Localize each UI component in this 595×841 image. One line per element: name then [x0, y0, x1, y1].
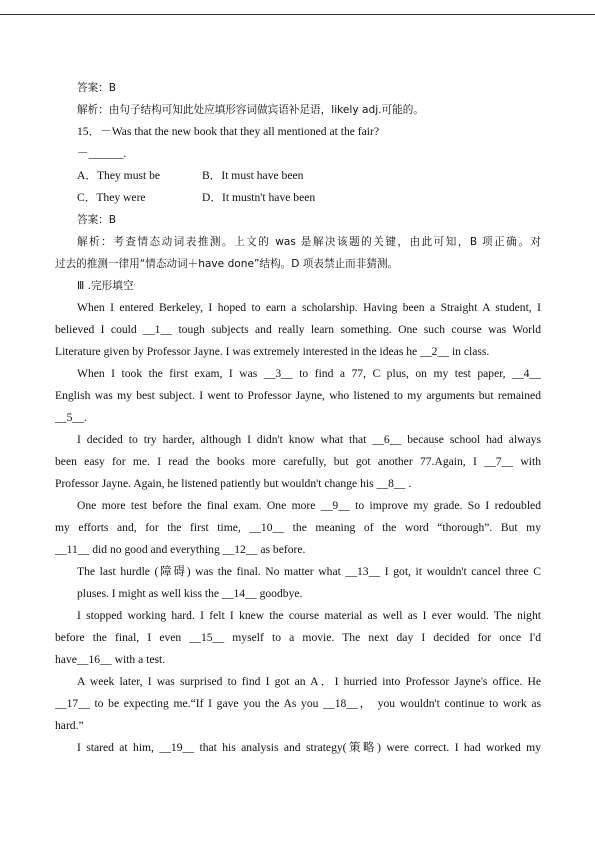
option-b: B．It must have been	[202, 169, 304, 182]
passage-line: pluses. I might as well kiss the __14__ goodbye.	[77, 587, 303, 600]
passage-line: believed I could __1__ tough subjects and really learn something. One such course was World	[55, 323, 541, 336]
question-15: 15．－Was that the new book that they all mentioned at the fair?	[77, 125, 380, 138]
document-page	[55, 77, 541, 759]
option-d: D．It mustn't have been	[202, 191, 316, 204]
passage-line: One more test before the final exam. One more __9__ to improve my grade. So I redoubled	[77, 499, 541, 512]
passage-line: before the final, I even __15__ myself to a movie. The next day I decided for once I'd	[55, 631, 541, 644]
option-a: A．They must be	[77, 169, 161, 182]
answer-14: 答案：B	[77, 82, 117, 94]
passage-line: __5__.	[55, 411, 87, 424]
passage-line: been easy for me. I read the books more carefully, but got another 77.Again, I __7__ with	[55, 455, 541, 468]
answer-15: 答案：B	[77, 214, 117, 226]
passage-line: I decided to try harder, although I didn't know what that __6__ because school had always	[77, 433, 541, 446]
explanation-14: 解析：由句子结构可知此处应填形容词做宾语补足语，likely adj.可能的。	[77, 104, 424, 116]
passage-line: English was my best subject. I went to Professor Jayne, who listened to my arguments but remained	[55, 389, 541, 402]
question-15-blank: －______.	[77, 147, 127, 160]
passage-line: hard.”	[55, 719, 84, 732]
passage-line: I stared at him, __19__ that his analysis and strategy(策略) were correct. I had worked my	[77, 741, 541, 754]
options-row-2	[55, 187, 541, 209]
section-heading-cloze: Ⅲ .完形填空	[77, 280, 134, 292]
passage-line: Literature given by Professor Jayne. I was extremely interested in the ideas he __2__ in class.	[55, 345, 490, 358]
passage-line: When I entered Berkeley, I hoped to earn a scholarship. Having been a Straight A student, I	[77, 301, 541, 314]
option-c: C．They were	[77, 191, 146, 204]
passage-line: I stopped working hard. I felt I knew the course material as well as I ever would. The night	[77, 609, 541, 622]
header-rule	[0, 14, 595, 15]
options-row-1	[55, 165, 541, 187]
passage-line: __11__ did no good and everything __12__ as before.	[55, 543, 306, 556]
passage-line: have__16__ with a test.	[55, 653, 166, 666]
passage-line: my efforts and, for the first time, __10__ the meaning of the word “thorough”. But my	[55, 521, 541, 534]
passage-line: The last hurdle (障碍) was the final. No matter what __13__ I got, it wouldn't cancel three C	[77, 565, 541, 578]
passage-line: Professor Jayne. Again, he listened patiently but wouldn't change his __8__ .	[55, 477, 412, 490]
passage-line: __17__ to be expecting me.“If I gave you the As you __18__， you wouldn't continue to work as	[55, 697, 541, 710]
explanation-15-line-1: 解析：考查情态动词表推测。上文的 was 是解决该题的关键，由此可知，B 项正确。对	[77, 236, 541, 248]
passage-line: A week later, I was surprised to find I got an A．I hurried into Professor Jayne's office. He	[77, 675, 541, 688]
explanation-15-line-2: 过去的推测一律用“情态动词＋have done”结构。D 项表禁止而非猜测。	[55, 258, 399, 270]
passage-line: When I took the first exam, I was __3__ to find a 77, C plus, on my test paper, __4__	[77, 367, 541, 380]
